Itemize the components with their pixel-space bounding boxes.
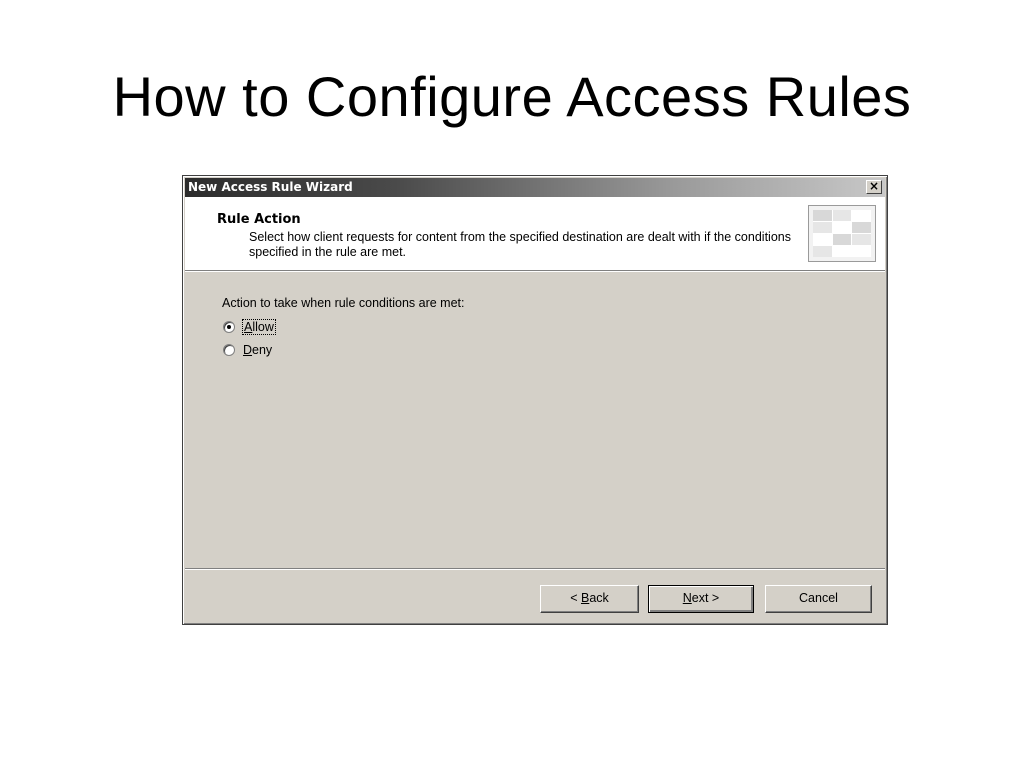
cancel-button[interactable]: Cancel	[765, 585, 872, 613]
deny-label[interactable]: Deny	[243, 343, 273, 357]
allow-label[interactable]: Allow	[244, 320, 274, 334]
allow-option[interactable]	[223, 319, 275, 335]
back-button[interactable]: < Back	[540, 585, 639, 613]
wizard-header	[185, 197, 885, 271]
footer-separator	[185, 568, 885, 570]
window-title: New Access Rule Wizard	[188, 180, 353, 194]
deny-option[interactable]	[223, 342, 272, 358]
header-title: Rule Action	[217, 212, 301, 227]
close-icon: ×	[868, 179, 880, 193]
wizard-dialog	[182, 175, 888, 625]
wizard-graphic-icon	[808, 205, 876, 262]
deny-radio[interactable]	[223, 344, 235, 356]
slide-title: How to Configure Access Rules	[112, 65, 912, 128]
header-description: Select how client requests for content from the specified destination are dealt with if the conditions specified in the rule are met.	[249, 230, 791, 259]
next-button[interactable]: Next >	[648, 585, 754, 613]
allow-radio[interactable]	[223, 321, 235, 333]
title-bar[interactable]	[185, 178, 885, 197]
action-prompt-label: Action to take when rule conditions are met:	[222, 296, 465, 310]
close-button[interactable]	[866, 180, 882, 194]
